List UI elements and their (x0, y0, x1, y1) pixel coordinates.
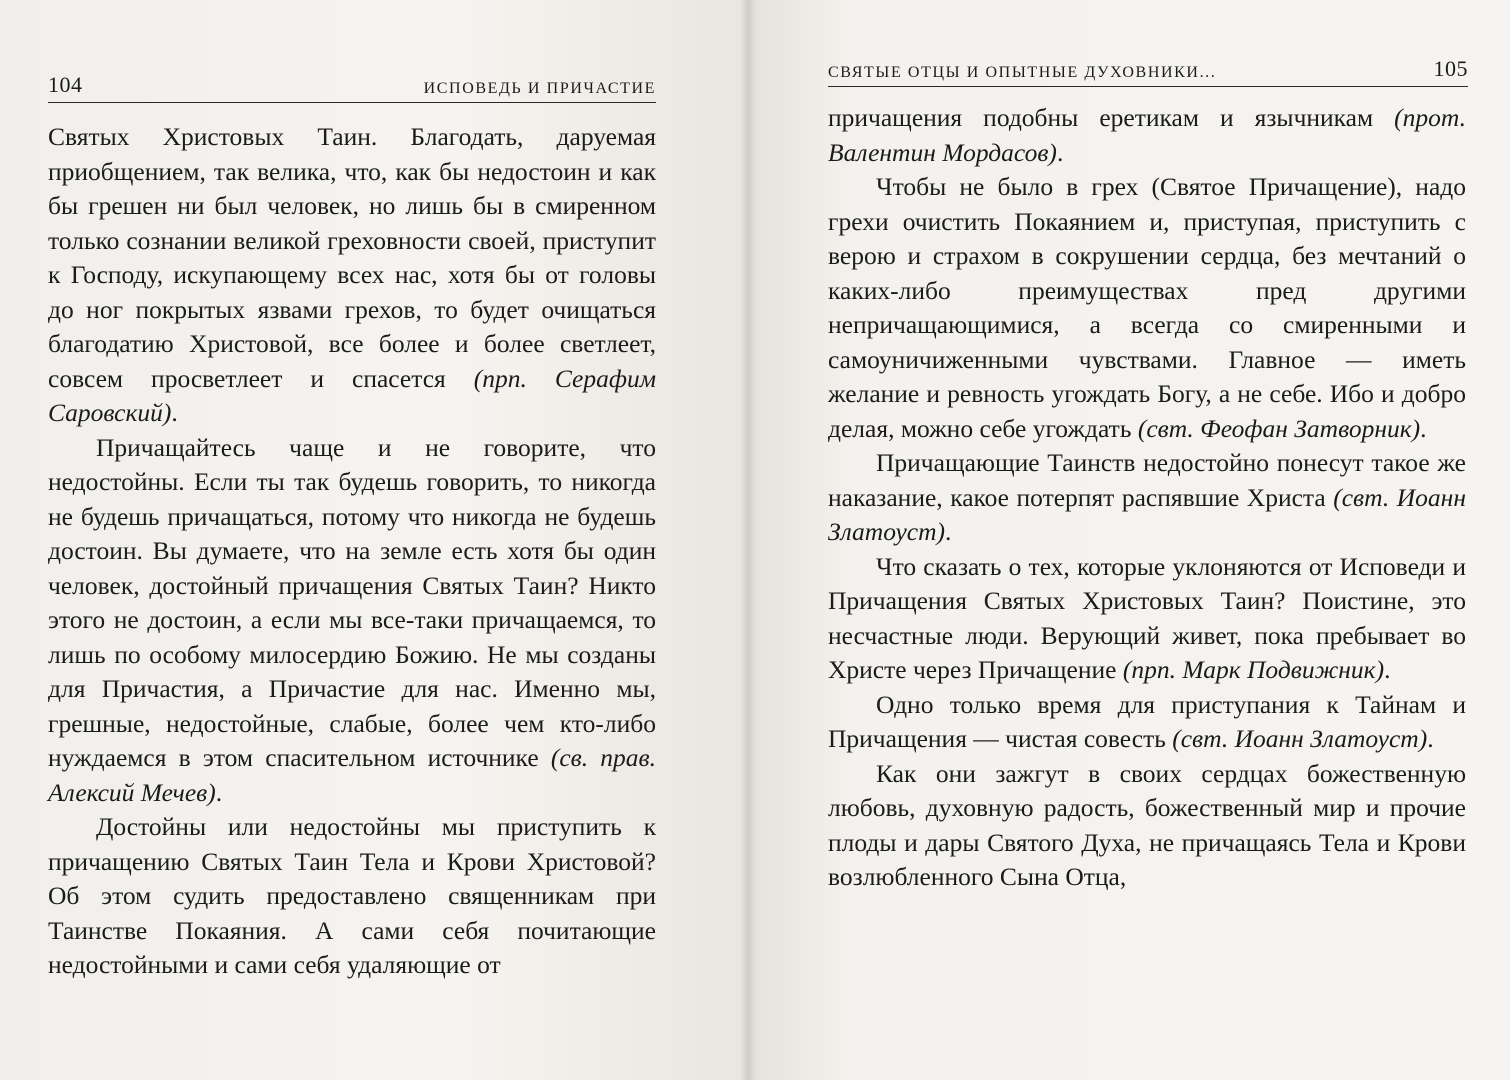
paragraph-attribution: (свт. Феофан Затворник) (1137, 413, 1421, 443)
left-running-title: ИСПОВЕДЬ И ПРИЧАСТИЕ (423, 80, 656, 97)
right-paragraph-6 (828, 757, 1466, 895)
paragraph-text: Что сказать о тех, которые уклоняются от Исповеди и Причащения Святых Христовых Таин? Поистине, это несчастные люди. Верующий живет, пока пребывает во Христе через Причащение (828, 551, 1466, 684)
left-paragraph-1 (48, 120, 656, 431)
book-gutter-shadow (740, 0, 756, 1080)
left-page (0, 0, 748, 1080)
paragraph-tail: . (171, 398, 178, 427)
right-text-block (828, 101, 1466, 895)
paragraph-text: Как они зажгут в своих сердцах божественную любовь, духовную радость, божественный мир и прочие плоды и дары Святого Духа, не причащаясь Тела и Крови возлюбленного Сына Отца, (828, 758, 1466, 891)
paragraph-tail: . (1420, 413, 1427, 443)
paragraph-tail: . (1384, 655, 1391, 684)
right-page (748, 0, 1510, 1080)
left-running-head (48, 58, 656, 103)
paragraph-attribution: (свт. Иоанн Златоуст) (1172, 724, 1428, 753)
paragraph-attribution: (прот. Валентин Мордасов) (828, 103, 1466, 167)
paragraph-tail: . (1056, 137, 1064, 167)
paragraph-text: Чтобы не было в грех (Святое Причащение), надо грехи очистить Покаянием и, приступая, приступить с верою и страхом в сокрушении сердца, без мечтаний о каких-либо преимуществах пред другими непричащающимися, а всегда со смиренными и самоуничиженными чувствами. Главное — иметь желание и ревность угождать Богу, а не себе. Ибо и добро делая, можно себе угождать (828, 172, 1466, 443)
paragraph-tail: . (215, 777, 223, 807)
paragraph-tail: . (1427, 724, 1434, 753)
right-paragraph-5 (828, 688, 1466, 757)
right-paragraph-2 (828, 170, 1466, 446)
paragraph-tail: . (945, 517, 952, 546)
paragraph-text: Причащающие Таинств недостойно понесут такое же наказание, какое потерпят распявшие Христа (828, 448, 1466, 512)
paragraph-attribution: (прп. Марк Подвижник) (1122, 655, 1385, 684)
left-paragraph-3 (48, 810, 656, 983)
paragraph-attribution: (свт. Иоанн Златоуст) (828, 482, 1466, 546)
left-paragraph-2 (48, 431, 656, 811)
right-running-title: СВЯТЫЕ ОТЦЫ И ОПЫТНЫЕ ДУХОВНИКИ... (828, 64, 1217, 81)
paragraph-attribution: (прп. Серафим Саровский) (48, 363, 656, 427)
paragraph-text: Святых Христовых Таин. Благодать, даруемая приобщением, так велика, что, как бы недостоин и как бы грешен ни был человек, но лишь бы в смиренном только сознании великой греховности своей, приступит к Господу, искупающему всех нас, хотя бы от головы до ног покрытых язвами грехов, то будет очищаться благодатию Христовой, все более и более светлеет, совсем просветлеет и спасется (48, 122, 656, 393)
right-paragraph-3 (828, 446, 1466, 550)
right-running-head (828, 42, 1468, 87)
left-text-block (48, 120, 656, 983)
paragraph-text: причащения подобны еретикам и язычникам (828, 103, 1395, 132)
paragraph-text: Достойны или недостойны мы приступить к причащению Святых Таин Тела и Крови Христовой? Об этом судить предоставлено священникам при Таинстве Покаяния. А сами себя почитающие недостойными и сами себя удаляющие от (48, 812, 656, 979)
paragraph-text: Одно только время для приступания к Тайнам и Причащения — чистая совесть (828, 689, 1466, 753)
right-paragraph-1 (828, 101, 1466, 170)
right-paragraph-4 (828, 550, 1466, 688)
paragraph-attribution: (св. прав. Алексий Мечев) (48, 743, 656, 807)
right-page-number: 105 (1433, 56, 1468, 81)
left-page-number: 104 (48, 72, 83, 97)
paragraph-text: Причащайтесь чаще и не говорите, что недостойны. Если ты так будешь говорить, то никогда не будешь причащаться, потому что никогда не будешь достоин. Вы думаете, что на земле есть хотя бы один человек, достойный причащения Святых Таин? Никто этого не достоин, а если мы все-таки причащаемся, то лишь по особому милосердию Божию. Не мы созданы для Причастия, а Причастие для нас. Именно мы, грешные, недостойные, слабые, более чем кто-либо нуждаемся в этом спасительном источнике (48, 432, 656, 772)
